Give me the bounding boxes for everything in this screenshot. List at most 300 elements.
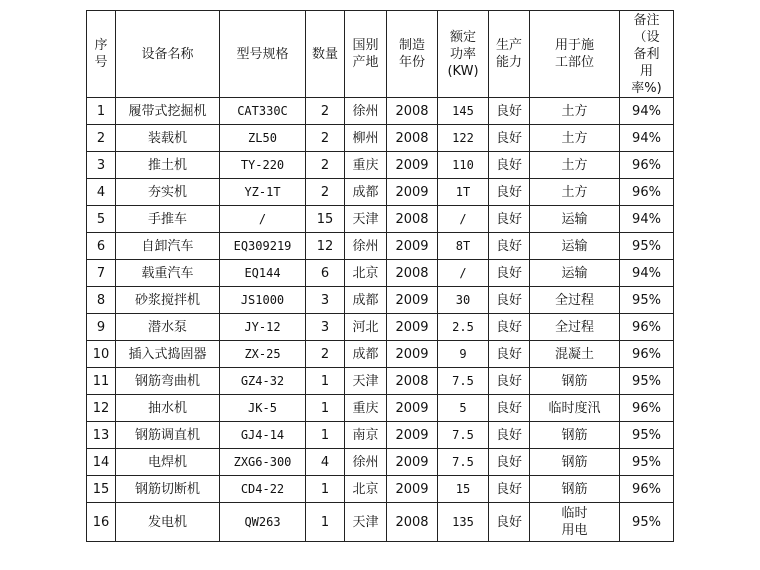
cell-origin (345, 476, 387, 503)
cell-power (438, 476, 489, 503)
cell-quantity (306, 125, 345, 152)
cell-capacity (489, 314, 530, 341)
cell-remark (620, 395, 674, 422)
cell-power (438, 152, 489, 179)
cell-origin (345, 260, 387, 287)
table-row (87, 125, 674, 152)
cell-usage (530, 314, 620, 341)
cell-index (87, 179, 116, 206)
cell-capacity (489, 422, 530, 449)
table-row (87, 503, 674, 542)
cell-usage (530, 395, 620, 422)
cell-year-text: 2008 (395, 211, 429, 227)
cell-capacity (489, 395, 530, 422)
table-row (87, 422, 674, 449)
header-label: 用于施 工部位 (554, 38, 594, 70)
cell-year (387, 98, 438, 125)
cell-power (438, 341, 489, 368)
header-cell-index (87, 11, 116, 98)
cell-origin-text: 南京 (352, 427, 379, 443)
cell-capacity (489, 503, 530, 542)
cell-model-text: ZL50 (248, 130, 277, 145)
cell-origin (345, 314, 387, 341)
cell-quantity (306, 449, 345, 476)
cell-index-text: 4 (96, 184, 106, 200)
cell-quantity-text: 2 (320, 184, 330, 200)
cell-usage-text: 钢筋 (561, 427, 588, 443)
cell-usage (530, 341, 620, 368)
table-row (87, 287, 674, 314)
cell-usage-text: 土方 (561, 103, 588, 119)
cell-index (87, 422, 116, 449)
header-cell-name (116, 11, 220, 98)
cell-index (87, 152, 116, 179)
cell-index (87, 287, 116, 314)
header-cell-model (220, 11, 306, 98)
cell-usage (530, 287, 620, 314)
cell-index (87, 449, 116, 476)
cell-origin-text: 河北 (352, 319, 379, 335)
cell-capacity-text: 良好 (495, 481, 522, 497)
cell-capacity-text: 良好 (495, 238, 522, 254)
table-row (87, 341, 674, 368)
cell-quantity-text: 12 (316, 238, 334, 254)
cell-quantity-text: 1 (320, 514, 330, 530)
cell-power-text: 5 (459, 400, 467, 415)
cell-quantity (306, 260, 345, 287)
table-row (87, 179, 674, 206)
header-label: 国别 产地 (352, 38, 379, 70)
cell-year-text: 2009 (395, 319, 429, 335)
cell-model-text: GJ4-14 (240, 427, 285, 442)
cell-model-text: JK-5 (248, 400, 277, 415)
cell-origin (345, 422, 387, 449)
cell-origin-text: 成都 (352, 346, 379, 362)
cell-capacity (489, 98, 530, 125)
cell-name-text: 砂浆搅拌机 (134, 292, 200, 308)
cell-quantity (306, 287, 345, 314)
cell-year (387, 314, 438, 341)
cell-model-text: ZX-25 (244, 346, 281, 361)
cell-usage-text: 钢筋 (561, 373, 588, 389)
cell-origin-text: 徐州 (352, 454, 379, 470)
cell-power-text: 7.5 (452, 454, 474, 469)
header-cell-origin (345, 11, 387, 98)
cell-index-text: 5 (96, 211, 106, 227)
cell-name (116, 341, 220, 368)
cell-index-text: 14 (92, 454, 110, 470)
header-cell-remark (620, 11, 674, 98)
cell-model-text: YZ-1T (244, 184, 281, 199)
cell-capacity (489, 179, 530, 206)
cell-origin (345, 125, 387, 152)
cell-remark (620, 260, 674, 287)
table-row (87, 206, 674, 233)
cell-index-text: 2 (96, 130, 106, 146)
cell-quantity-text: 2 (320, 346, 330, 362)
cell-remark-text: 94% (632, 211, 661, 227)
cell-model-text: JS1000 (240, 292, 285, 307)
cell-usage-text: 钢筋 (561, 481, 588, 497)
cell-model-text: EQ309219 (233, 238, 292, 253)
table-row (87, 98, 674, 125)
cell-name (116, 260, 220, 287)
cell-name (116, 422, 220, 449)
cell-index (87, 476, 116, 503)
cell-remark (620, 125, 674, 152)
cell-origin (345, 341, 387, 368)
cell-remark-text: 94% (632, 103, 661, 119)
cell-name (116, 206, 220, 233)
cell-power-text: 7.5 (452, 427, 474, 442)
cell-power (438, 98, 489, 125)
cell-power-text: / (459, 265, 467, 280)
cell-capacity-text: 良好 (495, 454, 522, 470)
cell-power-text: 135 (452, 514, 474, 529)
cell-year (387, 125, 438, 152)
table-row (87, 368, 674, 395)
cell-capacity-text: 良好 (495, 157, 522, 173)
cell-capacity-text: 良好 (495, 373, 522, 389)
cell-index-text: 15 (92, 481, 110, 497)
cell-index-text: 8 (96, 292, 106, 308)
cell-index (87, 395, 116, 422)
cell-name (116, 233, 220, 260)
cell-year (387, 179, 438, 206)
cell-index (87, 98, 116, 125)
cell-model (220, 179, 306, 206)
cell-origin (345, 368, 387, 395)
cell-remark-text: 95% (632, 238, 661, 254)
cell-quantity-text: 1 (320, 400, 330, 416)
cell-name-text: 钢筋调直机 (134, 427, 200, 443)
cell-remark (620, 341, 674, 368)
cell-origin-text: 天津 (352, 211, 379, 227)
cell-remark (620, 476, 674, 503)
cell-model (220, 341, 306, 368)
cell-index-text: 11 (92, 373, 110, 389)
cell-remark-text: 94% (632, 265, 661, 281)
header-label: 设备名称 (141, 46, 194, 62)
cell-model-text: / (258, 211, 267, 226)
cell-quantity (306, 98, 345, 125)
cell-origin (345, 395, 387, 422)
cell-capacity (489, 287, 530, 314)
cell-index-text: 6 (96, 238, 106, 254)
cell-name-text: 夯实机 (147, 184, 187, 200)
cell-origin-text: 重庆 (352, 400, 379, 416)
cell-quantity-text: 1 (320, 481, 330, 497)
cell-year (387, 395, 438, 422)
cell-model (220, 368, 306, 395)
cell-model-text: ZXG6-300 (233, 454, 292, 469)
cell-model-text: TY-220 (240, 157, 285, 172)
header-label: 制造 年份 (398, 38, 425, 70)
cell-year-text: 2009 (395, 481, 429, 497)
cell-model (220, 152, 306, 179)
cell-year-text: 2009 (395, 157, 429, 173)
cell-quantity (306, 341, 345, 368)
cell-power-text: 1T (455, 184, 471, 199)
cell-usage (530, 449, 620, 476)
cell-model-text: QW263 (244, 514, 281, 529)
cell-name-text: 履带式挖掘机 (128, 103, 207, 119)
cell-origin (345, 179, 387, 206)
cell-power-text: 110 (452, 157, 474, 172)
cell-model (220, 125, 306, 152)
cell-name-text: 自卸汽车 (141, 238, 194, 254)
cell-power (438, 125, 489, 152)
cell-model (220, 395, 306, 422)
cell-year (387, 503, 438, 542)
equipment-table (86, 10, 674, 542)
cell-model (220, 206, 306, 233)
cell-capacity-text: 良好 (495, 184, 522, 200)
cell-year (387, 260, 438, 287)
cell-usage-text: 土方 (561, 184, 588, 200)
cell-usage-text: 运输 (561, 238, 588, 254)
cell-usage-text: 临时 用电 (561, 506, 588, 538)
cell-power-text: 15 (455, 481, 471, 496)
cell-remark (620, 152, 674, 179)
cell-usage (530, 233, 620, 260)
cell-remark-text: 96% (632, 157, 661, 173)
header-label: 型号规格 (236, 46, 289, 62)
cell-power (438, 449, 489, 476)
cell-capacity-text: 良好 (495, 400, 522, 416)
cell-remark (620, 422, 674, 449)
cell-name (116, 152, 220, 179)
cell-quantity (306, 422, 345, 449)
cell-model (220, 476, 306, 503)
table-row (87, 233, 674, 260)
cell-name-text: 潜水泵 (147, 319, 187, 335)
cell-usage (530, 98, 620, 125)
cell-name-text: 发电机 (147, 514, 187, 530)
cell-origin-text: 天津 (352, 373, 379, 389)
cell-name (116, 368, 220, 395)
cell-power (438, 179, 489, 206)
cell-remark-text: 95% (632, 454, 661, 470)
cell-power-text: / (459, 211, 467, 226)
cell-capacity-text: 良好 (495, 514, 522, 530)
cell-usage (530, 206, 620, 233)
cell-name (116, 314, 220, 341)
header-cell-capacity (489, 11, 530, 98)
cell-usage-text: 全过程 (554, 319, 594, 335)
cell-year-text: 2008 (395, 130, 429, 146)
cell-origin (345, 233, 387, 260)
cell-origin-text: 北京 (352, 481, 379, 497)
cell-capacity (489, 368, 530, 395)
cell-year (387, 206, 438, 233)
cell-capacity-text: 良好 (495, 292, 522, 308)
cell-name (116, 395, 220, 422)
cell-power-text: 2.5 (452, 319, 474, 334)
cell-year-text: 2008 (395, 514, 429, 530)
cell-index-text: 3 (96, 157, 106, 173)
cell-origin (345, 152, 387, 179)
cell-remark (620, 287, 674, 314)
cell-usage-text: 运输 (561, 265, 588, 281)
cell-power (438, 368, 489, 395)
cell-remark (620, 368, 674, 395)
cell-power (438, 395, 489, 422)
cell-power-text: 9 (459, 346, 467, 361)
cell-name (116, 503, 220, 542)
cell-origin (345, 503, 387, 542)
cell-index-text: 13 (92, 427, 110, 443)
cell-usage (530, 503, 620, 542)
cell-model-text: GZ4-32 (240, 373, 285, 388)
cell-year-text: 2009 (395, 292, 429, 308)
cell-remark (620, 179, 674, 206)
cell-quantity-text: 4 (320, 454, 330, 470)
cell-name (116, 287, 220, 314)
cell-power (438, 206, 489, 233)
cell-name-text: 装载机 (147, 130, 187, 146)
cell-power (438, 233, 489, 260)
cell-quantity-text: 3 (320, 292, 330, 308)
cell-model (220, 233, 306, 260)
cell-name (116, 449, 220, 476)
cell-model (220, 314, 306, 341)
cell-remark-text: 95% (632, 427, 661, 443)
table-row (87, 395, 674, 422)
cell-year-text: 2009 (395, 400, 429, 416)
cell-capacity-text: 良好 (495, 265, 522, 281)
cell-year (387, 287, 438, 314)
header-cell-year (387, 11, 438, 98)
cell-power-text: 145 (452, 103, 474, 118)
cell-capacity (489, 125, 530, 152)
cell-index (87, 314, 116, 341)
header-label: 额定 功率 (KW) (447, 29, 479, 79)
cell-quantity-text: 2 (320, 103, 330, 119)
cell-remark (620, 314, 674, 341)
cell-usage (530, 152, 620, 179)
cell-model-text: EQ144 (244, 265, 281, 280)
cell-name-text: 推土机 (147, 157, 187, 173)
table-row (87, 260, 674, 287)
cell-power (438, 260, 489, 287)
cell-remark-text: 95% (632, 373, 661, 389)
cell-model (220, 422, 306, 449)
cell-quantity-text: 6 (320, 265, 330, 281)
cell-remark-text: 96% (632, 346, 661, 362)
cell-year-text: 2009 (395, 184, 429, 200)
cell-remark (620, 98, 674, 125)
cell-usage (530, 368, 620, 395)
cell-model (220, 287, 306, 314)
cell-quantity-text: 3 (320, 319, 330, 335)
cell-year (387, 368, 438, 395)
cell-year (387, 152, 438, 179)
cell-usage (530, 422, 620, 449)
cell-quantity (306, 152, 345, 179)
cell-usage (530, 179, 620, 206)
cell-usage (530, 476, 620, 503)
cell-year (387, 449, 438, 476)
cell-year-text: 2008 (395, 103, 429, 119)
cell-index-text: 16 (92, 514, 110, 530)
cell-name-text: 载重汽车 (141, 265, 194, 281)
header-cell-power (438, 11, 489, 98)
header-cell-usage (530, 11, 620, 98)
cell-index-text: 9 (96, 319, 106, 335)
cell-capacity (489, 449, 530, 476)
cell-origin (345, 206, 387, 233)
cell-year-text: 2008 (395, 373, 429, 389)
cell-year-text: 2008 (395, 265, 429, 281)
cell-power-text: 122 (452, 130, 474, 145)
cell-power (438, 422, 489, 449)
cell-origin (345, 287, 387, 314)
cell-name (116, 476, 220, 503)
cell-origin (345, 449, 387, 476)
cell-index (87, 341, 116, 368)
cell-remark-text: 95% (632, 514, 661, 530)
cell-remark-text: 96% (632, 400, 661, 416)
cell-name-text: 手推车 (147, 211, 187, 227)
cell-index (87, 233, 116, 260)
table-row (87, 476, 674, 503)
cell-name-text: 插入式捣固器 (128, 346, 207, 362)
cell-usage-text: 土方 (561, 130, 588, 146)
cell-origin-text: 天津 (352, 514, 379, 530)
cell-capacity (489, 152, 530, 179)
cell-capacity (489, 233, 530, 260)
cell-power (438, 287, 489, 314)
cell-name-text: 钢筋切断机 (134, 481, 200, 497)
cell-usage-text: 土方 (561, 157, 588, 173)
table-row (87, 152, 674, 179)
cell-quantity-text: 1 (320, 427, 330, 443)
cell-origin-text: 徐州 (352, 103, 379, 119)
cell-name-text: 电焊机 (147, 454, 187, 470)
cell-usage-text: 运输 (561, 211, 588, 227)
cell-model-text: JY-12 (244, 319, 281, 334)
cell-model (220, 503, 306, 542)
header-label: 序 号 (94, 38, 108, 70)
header-label: 备注 （设 备利 用 率%) (631, 12, 662, 96)
cell-index-text: 12 (92, 400, 110, 416)
cell-index (87, 206, 116, 233)
cell-power-text: 8T (455, 238, 471, 253)
cell-index (87, 125, 116, 152)
cell-usage-text: 混凝土 (554, 346, 594, 362)
cell-capacity-text: 良好 (495, 427, 522, 443)
cell-origin-text: 柳州 (352, 130, 379, 146)
table-body (87, 98, 674, 542)
cell-origin (345, 98, 387, 125)
cell-quantity (306, 476, 345, 503)
header-cell-quantity (306, 11, 345, 98)
cell-year (387, 341, 438, 368)
cell-power (438, 314, 489, 341)
cell-remark (620, 206, 674, 233)
cell-year-text: 2009 (395, 238, 429, 254)
cell-origin-text: 成都 (352, 184, 379, 200)
cell-power (438, 503, 489, 542)
header-label: 数量 (311, 46, 338, 62)
cell-usage (530, 125, 620, 152)
cell-quantity (306, 314, 345, 341)
cell-year-text: 2009 (395, 346, 429, 362)
header-label: 生产 能力 (495, 38, 522, 70)
cell-remark-text: 95% (632, 292, 661, 308)
cell-year-text: 2009 (395, 454, 429, 470)
